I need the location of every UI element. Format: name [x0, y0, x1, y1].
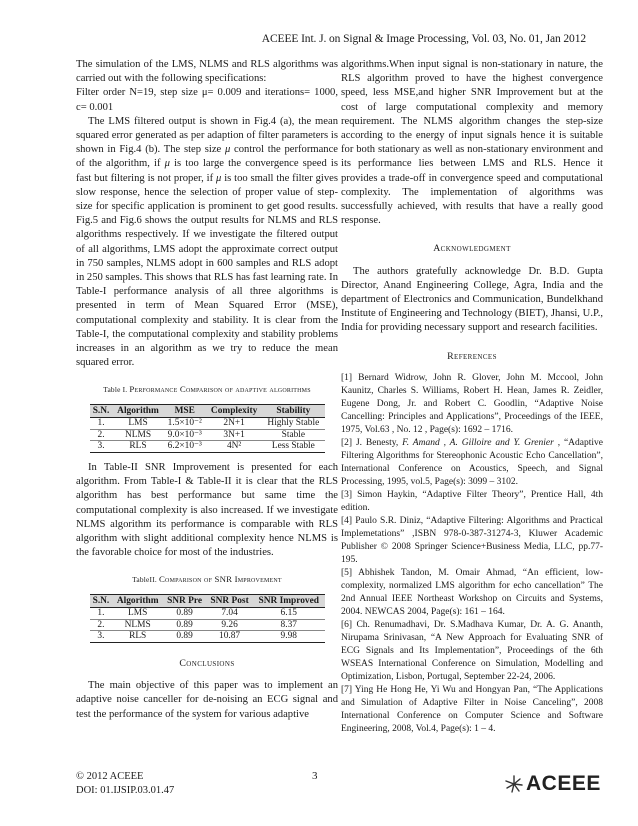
table-cell: 10.87: [206, 631, 253, 643]
reference-item: [2] J. Benesty, F. Amand , A. Gilloire and Y. Grenier , “Adaptive Filtering Algorithms for Stereophonic Acoustic Echo Cancellation”, International Conference on Acoustics, Speech, and Signal Processing, 1995, vol.5, Page(s): 3099 – 3102.: [341, 437, 603, 487]
table-cell: 9.26: [206, 619, 253, 631]
table-cell: RLS: [113, 441, 164, 453]
table1-caption: Table I. Performance Comparison of adaptive algorithms: [103, 384, 311, 395]
table-row: [90, 441, 325, 453]
page-number: 3: [312, 770, 318, 782]
table-cell: Stable: [262, 429, 324, 441]
table-cell: 0.89: [163, 631, 206, 643]
table-cell: NLMS: [113, 429, 164, 441]
references-heading: References: [447, 350, 497, 362]
table-cell: 1.5×10⁻²: [163, 418, 206, 430]
table-cell: 9.98: [253, 631, 325, 643]
table2-snr: [90, 594, 325, 643]
table-cell: NLMS: [112, 619, 163, 631]
paragraph-lms-output: The LMS filtered output is shown in Fig.4 (a), the mean squared error generated as per adaption of filter parameters is shown in Fig.4 (b). The step size μ control the performance of the algorithm, if μ is too large the convergence speed is fast but filtering is not proper, if μ is too small the filter gives slow response, hence the selection of proper value of step-size for specific application is prominent to get good results. Fig.5 and Fig.6 shows the output results for NLMS and RLS algorithms respectively. If we investigate the filtered output of all algorithms, LMS adopt the approximate correct output in 750 samples, NLMS adopt in 600 samples and RLS adopt in 250 samples. This shows that RLS has fast learning rate. In Table-I performance analysis of all three algorithms is presented in term of Mean Squared Error (MSE), computational complexity and stability. It is clear from the Table-I, the computational complexity and stability problems increases in an algorithm as we try to reduce the mean squared error.: [76, 115, 338, 369]
reference-item: [4] Paulo S.R. Diniz, “Adaptive Filtering: Algorithms and Practical Implemetations” ,ISBN 978-0-387-31274-3, Kluwer Academic Publisher © 2008 Springer Science+Business Media, LLC, pp.77-195.: [341, 515, 603, 565]
table1-performance: [90, 404, 325, 453]
reference-item: [7] Ying He Hong He, Yi Wu and Hongyan Pan, “The Applications and Simulation of Adaptive Filter in Noise Canceling”, 2008 International Conference on Computer Science and Software Engineering, 2008, Vol.4, Page(s): 1 – 4.: [341, 684, 603, 734]
table-cell: 8.37: [253, 619, 325, 631]
table-cell: 2N+1: [206, 418, 262, 430]
reference-item: [1] Bernard Widrow, John R. Glover, John M. Mccool, John Kaunitz, Charles S. Williams, Robert H. Hean, James R. Zeidler, Eugene Dong, Jr. and Robert C. Goodlin, “Adaptive Noise Cancelling: Principles and Applications”, Proceedings of the IEEE, 1975, Vol.63 , No. 12 , Page(s): 1692 – 1716.: [341, 372, 603, 435]
reference-item: [5] Abhishek Tandon, M. Omair Ahmad, “An efficient, low-complexity, normalized LMS algorithm for echo cancellation” The 2nd Annual IEEE Northeast Workshop on Circuits and Systems, 2004. NEWCAS 2004, Page(s): 161 – 164.: [341, 567, 603, 617]
table-header-cell: SNR Pre: [163, 594, 206, 608]
table-header-cell: S.N.: [90, 594, 113, 608]
paragraph-simulation-intro: The simulation of the LMS, NLMS and RLS algorithms was carried out with the following specifications:: [76, 59, 338, 85]
running-header: ACEEE Int. J. on Signal & Image Processing, Vol. 03, No. 01, Jan 2012: [261, 33, 586, 45]
table-row: [90, 429, 325, 441]
table-cell: 0.89: [163, 608, 206, 620]
reference-item: [3] Simon Haykin, “Adaptive Filter Theory”, Prentice Hall, 4th edition.: [341, 489, 603, 513]
paragraph-acknowledgment: The authors gratefully acknowledge Dr. B.D. Gupta Director, Anand Engineering College, Agra, India and the department of Electronics and Communication, Bundelkhand Institute of Engineering and Technology (BIET), Jhansi, U.P., India for providing necessary support and research facilities.: [341, 265, 603, 334]
paragraph-specifications: Filter order N=19, step size μ= 0.009 and iterations= 1000, c= 0.001: [76, 87, 338, 113]
table-header-cell: Algorithm: [113, 404, 164, 418]
table-cell: 3N+1: [206, 429, 262, 441]
right-column: [341, 58, 603, 736]
table-header-cell: Algorithm: [112, 594, 163, 608]
logo-text: ACEEE: [526, 772, 601, 795]
table-cell: 1.: [90, 418, 113, 430]
table-cell: 9.0×10⁻³: [163, 429, 206, 441]
paragraph-snr-improvement: In Table-II SNR Improvement is presented for each algorithm. From Table-I & Table-II it is clear that the RLS algorithm has best performance but same time the computational complexity is also increased. If we investigate NLMS algorithm its performance is comparable with RLS algorithm with slight additional complexity hence NLMS is the favorable choice for most of the industries.: [76, 462, 338, 559]
table-cell: 3.: [90, 441, 113, 453]
footer-info: [76, 770, 174, 798]
table-cell: 6.15: [253, 608, 325, 620]
table-cell: 2.: [90, 619, 113, 631]
table-cell: 1.: [90, 608, 113, 620]
table-header-cell: SNR Post: [206, 594, 253, 608]
table-cell: 7.04: [206, 608, 253, 620]
table-header-cell: SNR Improved: [253, 594, 325, 608]
table-cell: 4N²: [206, 441, 262, 453]
reference-item: [6] Ch. Renumadhavi, Dr. S.Madhava Kumar, Dr. A. G. Ananth, Nirupama Srinivasan, “A New Approach for Evaluating SNR of ECG Signals and Its Implementation”, Proceedings of the 6th WSEAS International Conference on Simulation, Modelling and Optimization, Lisbon, Portugal, September 22-24, 2006.: [341, 619, 603, 682]
table-cell: LMS: [113, 418, 164, 430]
star-burst-icon: [504, 774, 524, 794]
table-cell: Highly Stable: [262, 418, 324, 430]
table-cell: RLS: [112, 631, 163, 643]
table-cell: 0.89: [163, 619, 206, 631]
paragraph-conclusions-continued: algorithms.When input signal is non-stationary in nature, the RLS algorithm proved to have the highest convergence speed, less MSE,and higher SNR Improvement but at the cost of large computational complexity and memory requirement. The NLMS algorithm changes the step-size according to the energy of input signals hence it is suitable for both stationary as well as non-stationary environment and its performance lies between LMS and RLS. Hence it provides a trade-off in convergence speed and computational complexity. The implementation of algorithms was successfully achieved, with results that have a really good response.: [341, 59, 603, 227]
table-row: [90, 418, 325, 430]
table-cell: 2.: [90, 429, 113, 441]
table-header-cell: S.N.: [90, 404, 113, 418]
references-list: [341, 372, 603, 736]
paragraph-conclusions: The main objective of this paper was to implement an adaptive noise canceller for de-noising an ECG signal and test the performance of the system for various adaptive: [76, 680, 338, 720]
table-cell: LMS: [112, 608, 163, 620]
table-header-cell: MSE: [163, 404, 206, 418]
table2-caption: TableII. Comparison of SNR Improvement: [132, 574, 282, 585]
copyright: © 2012 ACEEE: [76, 771, 144, 782]
table-row: [90, 619, 325, 631]
table-header-cell: Complexity: [206, 404, 262, 418]
left-column: [76, 58, 338, 722]
conclusions-heading: Conclusions: [179, 658, 235, 670]
table-cell: 3.: [90, 631, 113, 643]
table-row: [90, 608, 325, 620]
aceee-logo: [504, 772, 601, 796]
table-cell: Less Stable: [262, 441, 324, 453]
table-header-cell: Stability: [262, 404, 324, 418]
acknowledgment-heading: Acknowledgment: [433, 243, 511, 255]
table-row: [90, 631, 325, 643]
table-cell: 6.2×10⁻³: [163, 441, 206, 453]
doi: DOI: 01.IJSIP.03.01.47: [76, 785, 175, 796]
